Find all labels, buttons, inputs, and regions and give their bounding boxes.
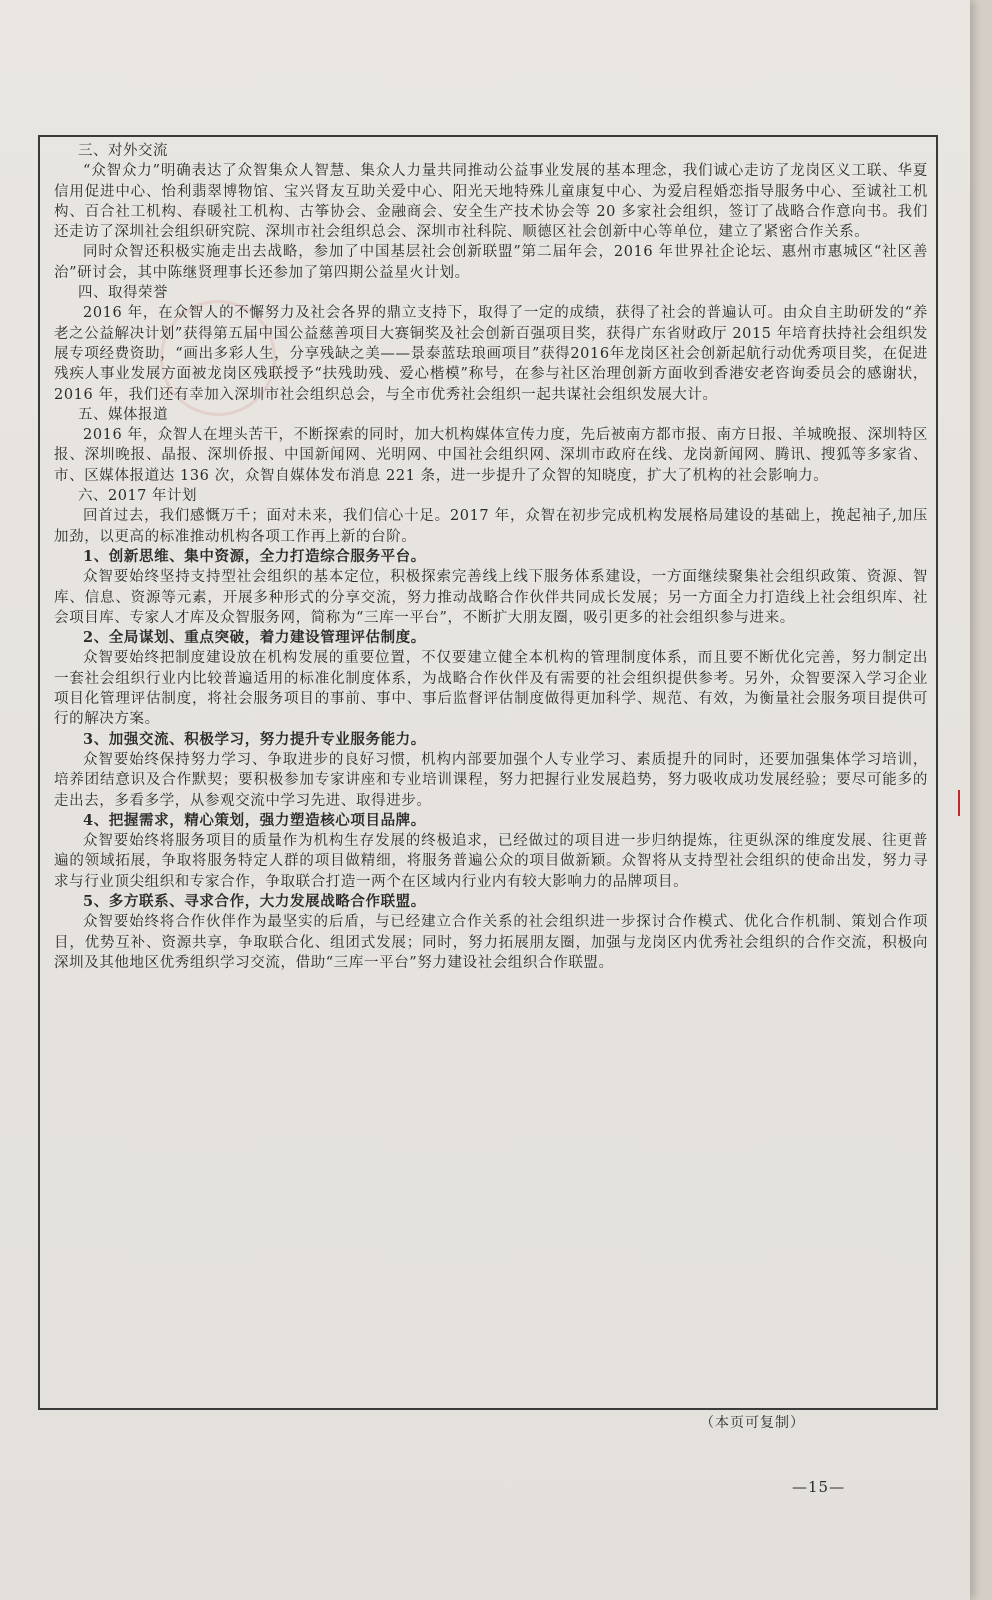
page-number: —15— — [792, 1478, 846, 1496]
section-title-media: 五、媒体报道 — [78, 406, 168, 423]
copy-note: （本页可复制） — [700, 1415, 805, 1431]
section-title-external-exchange: 三、对外交流 — [78, 143, 168, 159]
paragraph: 2016 年，众智人在埋头苦干，不断探索的同时，加大机构媒体宣传力度，先后被南方都市报、南方日报、羊城晚报、深圳特区报、深圳晚报、晶报、深圳侨报、中国新闻网、光明网、中国社会组织网、深圳市政府在线、龙岗新闻网、腾讯、搜狐等多家省、市、区媒体报道达 136 次，众智自媒体发布消息 221 条，进一步提升了众智的知晓度，扩大了机构的社会影响力。 — [54, 427, 928, 484]
plan-item-title: 4、把握需求，精心策划，强力塑造核心项目品牌。 — [83, 811, 426, 829]
paragraph: 众智要始终将服务项目的质量作为机构生存发展的终极追求，已经做过的项目进一步归纳提炼，往更纵深的维度发展、往更普遍的领域拓展，争取将服务特定人群的项目做精细，将服务普遍公众的项目做新颖。众智将从支持型社会组织的使命出发，努力寻求与行业顶尖组织和专家合作，争取联合打造一两个在区域内行业内有较大影响力的品牌项目。 — [54, 833, 928, 890]
content-frame — [38, 135, 938, 1410]
paragraph: 众智要始终坚持支持型社会组织的基本定位，积极探索完善线上线下服务体系建设，一方面继续聚集社会组织政策、资源、智库、信息、资源等元素，开展多种形式的分享交流，努力推动战略合作伙伴共同成长发展；另一方面全力打造线上社会组织库、社会项目库、专家人才库及众智服务网，简称为“三库一平台”，不断扩大朋友圈，吸引更多的社会组织参与进来。 — [54, 569, 928, 626]
section-title-honors: 四、取得荣誉 — [78, 285, 168, 302]
paragraph: “众智众力”明确表达了众智集众人智慧、集众人力量共同推动公益事业发展的基本理念，我们诚心走访了龙岗区义工联、华夏信用促进中心、怡利翡翠博物馆、宝兴肾友互助关爱中心、阳光天地特殊儿童康复中心、为爱启程婚恋指导服务中心、至诚社工机构、百合社工机构、春暖社工机构、古筝协会、金融商会、安全生产技术协会等 20 多家社会组织，签订了战略合作意向书。我们还走访了深圳社会组织研究院、深圳市社会组织总会、深圳市社科院、顺德区社会创新中心等单位，建立了紧密合作关系。 — [54, 163, 928, 241]
paragraph: 众智要始终保持努力学习、争取进步的良好习惯，机构内部要加强个人专业学习、素质提升的同时，还要加强集体学习培训，培养团结意识及合作默契；要积极参加专家讲座和专业培训课程，努力把握行业发展趋势，努力吸收成功发展经验；要尽可能多的走出去，多看多学，从参观交流中学习先进、取得进步。 — [54, 751, 928, 809]
plan-item-title: 5、多方联系、寻求合作，大力发展战略合作联盟。 — [83, 892, 426, 910]
plan-item-title: 3、加强交流、积极学习，努力提升专业服务能力。 — [83, 730, 426, 748]
plan-item-title: 2、全局谋划、重点突破，着力建设管理评估制度。 — [83, 629, 426, 647]
paragraph: 回首过去，我们感慨万千；面对未来，我们信心十足。2017 年，众智在初步完成机构发展格局建设的基础上，挽起袖子,加压加劲，以更高的标准推动机构各项工作再上新的台阶。 — [54, 508, 928, 545]
section-title-plan-2017: 六、2017 年计划 — [78, 488, 198, 505]
paragraph: 2016 年，在众智人的不懈努力及社会各界的鼎立支持下，取得了一定的成绩，获得了社会的普遍认可。由众自主助研发的“养老之公益解决计划”获得第五届中国公益慈善项目大赛铜奖及社会创新百强项目奖，获得广东省财政厅 2015 年培育扶持社会组织发展专项经费资助，“画出多彩人生，分享残缺之美——景泰蓝珐琅画项目”获得2016年龙岗区社会创新起航行动优秀项目奖，在促进残疾人事业发展方面被龙岗区残联授予“扶残助残、爱心楷模”称号，在参与社区治理创新方面收到香港安老咨询委员会的感谢状，2016 年，我们还有幸加入深圳市社会组织总会，与全市优秀社会组织一起共谋社会组织发展大计。 — [54, 305, 928, 403]
paragraph: 众智要始终将合作伙伴作为最坚实的后盾，与已经建立合作关系的社会组织进一步探讨合作模式、优化合作机制、策划合作项目，优势互补、资源共享，争取联合化、组团式发展；同时，努力拓展朋友圈，加强与龙岗区内优秀社会组织的合作交流，积极向深圳及其他地区优秀组织学习交流，借助“三库一平台”努力建设社会组织合作联盟。 — [54, 914, 928, 971]
plan-item-title: 1、创新思维、集中资源，全力打造综合服务平台。 — [83, 547, 426, 565]
red-pen-mark — [958, 790, 960, 816]
paragraph: 众智要始终把制度建设放在机构发展的重要位置，不仅要建立健全本机构的管理制度体系，而且要不断优化完善，努力制定出一套社会组织行业内比较普遍适用的标准化制度体系，为战略合作伙伴及有需要的社会组织提供参考。另外，众智要深入学习企业项目化管理评估制度，将社会服务项目的事前、事中、事后监督评估制度做得更加科学、规范、有效，为衡量社会服务项目提供可行的解决方案。 — [54, 650, 928, 728]
paragraph: 同时众智还积极实施走出去战略，参加了中国基层社会创新联盟”第二届年会，2016 年世界社企论坛、惠州市惠城区“社区善治”研讨会，其中陈继贤理事长还参加了第四期公益星火计划。 — [54, 244, 928, 281]
